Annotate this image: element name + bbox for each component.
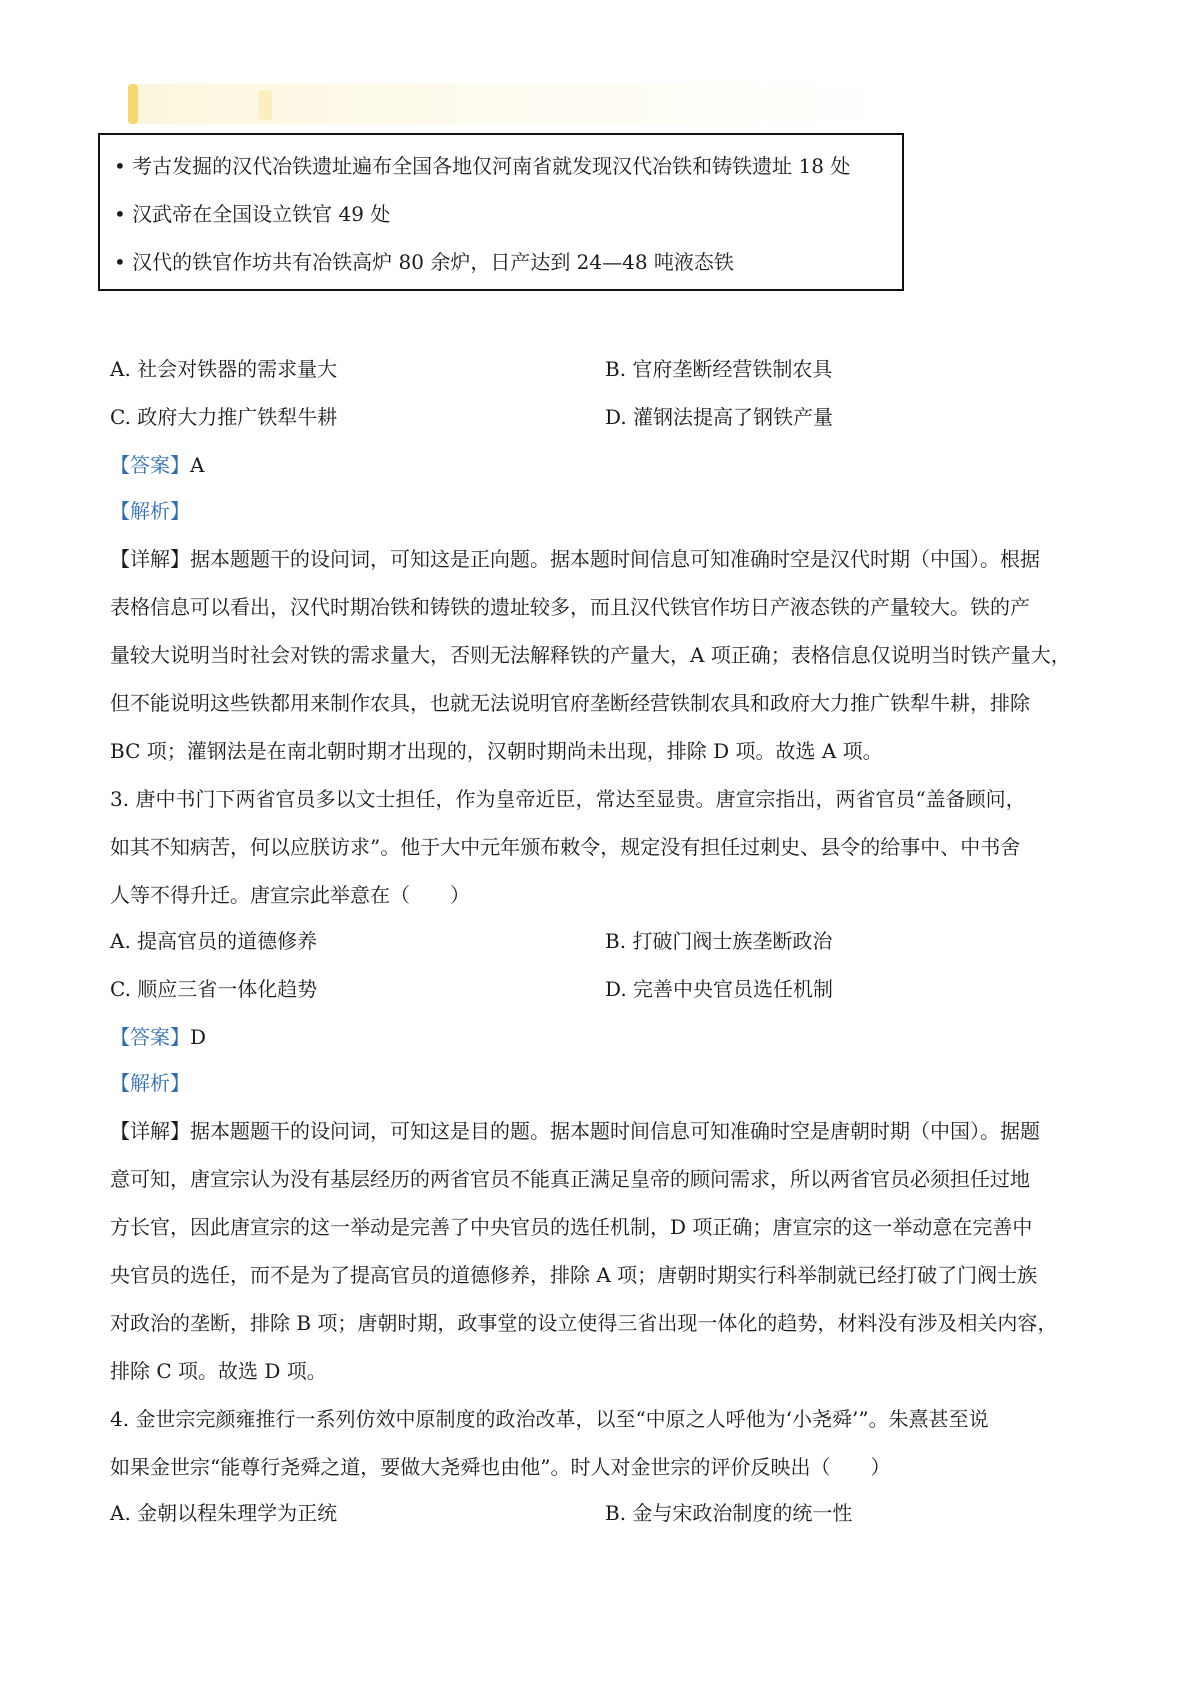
detail-line: 对政治的垄断，排除 B 项；唐朝时期，政事堂的设立使得三省出现一体化的趋势，材料没有涉及相关内容， bbox=[110, 1311, 1058, 1335]
material-item: • 考古发掘的汉代冶铁遗址遍布全国各地仅河南省就发现汉代冶铁和铸铁遗址 18 处 bbox=[114, 154, 851, 178]
highlight-mark bbox=[258, 90, 272, 120]
q2-option-d: D. 灌钢法提高了钢铁产量 bbox=[605, 405, 834, 429]
q3-option-d: D. 完善中央官员选任机制 bbox=[605, 977, 834, 1001]
q3-option-c: C. 顺应三省一体化趋势 bbox=[110, 977, 318, 1001]
answer-label: 【答案】 bbox=[110, 1025, 190, 1049]
detail-line: 方长官，因此唐宣宗的这一举动是完善了中央官员的选任机制，D 项正确；唐宣宗的这一举动意在完善中 bbox=[110, 1215, 1033, 1239]
detail-line bbox=[110, 544, 1120, 592]
stem-line: 3. 唐中书门下两省官员多以文士担任，作为皇帝近臣，常达至显贵。唐宣宗指出，两省官员“盖备顾问， bbox=[110, 787, 1026, 811]
q2-option-a: A. 社会对铁器的需求量大 bbox=[110, 357, 338, 381]
material-box bbox=[98, 133, 904, 291]
q2-option-c: C. 政府大力推广铁犁牛耕 bbox=[110, 405, 338, 429]
stem-line: 如其不知病苦，何以应朕访求”。他于大中元年颁布敕令，规定没有担任过刺史、县令的给事中、中书舍 bbox=[110, 835, 1021, 859]
q4-option-b: B. 金与宋政治制度的统一性 bbox=[605, 1501, 853, 1525]
stem-line: 人等不得升迁。唐宣宗此举意在（ ） bbox=[110, 883, 470, 907]
q3-option-a: A. 提高官员的道德修养 bbox=[110, 929, 318, 953]
header-smudge bbox=[128, 84, 908, 124]
answer-label: 【答案】 bbox=[110, 453, 190, 477]
detail-line: 意可知，唐宣宗认为没有基层经历的两省官员不能真正满足皇帝的顾问需求，所以两省官员必须担任过地 bbox=[110, 1167, 1030, 1191]
material-item: • 汉代的铁官作坊共有冶铁高炉 80 余炉，日产达到 24—48 吨液态铁 bbox=[114, 250, 734, 274]
answer-value: D bbox=[190, 1025, 207, 1049]
detail-line: 但不能说明这些铁都用来制作农具，也就无法说明官府垄断经营铁制农具和政府大力推广铁犁牛耕，排除 bbox=[110, 691, 1030, 715]
material-item: • 汉武帝在全国设立铁官 49 处 bbox=[114, 202, 391, 226]
detail-text: 据本题题干的设问词，可知这是目的题。据本题时间信息可知准确时空是唐朝时期（中国）。据题 bbox=[190, 1119, 1040, 1143]
detail-line: 央官员的选任，而不是为了提高官员的道德修养，排除 A 项；唐朝时期实行科举制就已经打破了门阀士族 bbox=[110, 1263, 1038, 1287]
stem-line: 4. 金世宗完颜雍推行一系列仿效中原制度的政治改革，以至“中原之人呼他为‘小尧舜’”。朱熹甚至说 bbox=[110, 1407, 989, 1431]
detail-text: 据本题题干的设问词，可知这是正向题。据本题时间信息可知准确时空是汉代时期（中国）。根据 bbox=[190, 547, 1040, 571]
detail-line: 排除 C 项。故选 D 项。 bbox=[110, 1359, 327, 1383]
detail-line: 量较大说明当时社会对铁的需求量大，否则无法解释铁的产量大，A 项正确；表格信息仅说明当时铁产量大， bbox=[110, 643, 1071, 667]
highlight-mark bbox=[128, 84, 138, 124]
q3-analysis-label: 【解析】 bbox=[110, 1071, 190, 1095]
q2-option-b: B. 官府垄断经营铁制农具 bbox=[605, 357, 833, 381]
q3-answer bbox=[110, 1022, 206, 1052]
detail-line: 表格信息可以看出，汉代时期冶铁和铸铁的遗址较多，而且汉代铁官作坊日产液态铁的产量较大。铁的产 bbox=[110, 595, 1030, 619]
q4-option-a: A. 金朝以程朱理学为正统 bbox=[110, 1501, 338, 1525]
q4-stem bbox=[110, 1404, 1120, 1500]
q2-answer bbox=[110, 450, 204, 480]
q2-analysis-label: 【解析】 bbox=[110, 499, 190, 523]
q3-option-b: B. 打破门阀士族垄断政治 bbox=[605, 929, 833, 953]
answer-value: A bbox=[190, 453, 205, 477]
q2-detail bbox=[110, 544, 1120, 784]
stem-line: 如果金世宗“能尊行尧舜之道，要做大尧舜也由他”。时人对金世宗的评价反映出（ ） bbox=[110, 1455, 891, 1479]
detail-label: 【详解】 bbox=[110, 1119, 190, 1143]
q3-detail bbox=[110, 1116, 1120, 1404]
detail-line: BC 项；灌钢法是在南北朝时期才出现的，汉朝时期尚未出现，排除 D 项。故选 A 项。 bbox=[110, 739, 883, 763]
detail-label: 【详解】 bbox=[110, 547, 190, 571]
detail-line bbox=[110, 1116, 1120, 1164]
q3-stem bbox=[110, 784, 1120, 928]
